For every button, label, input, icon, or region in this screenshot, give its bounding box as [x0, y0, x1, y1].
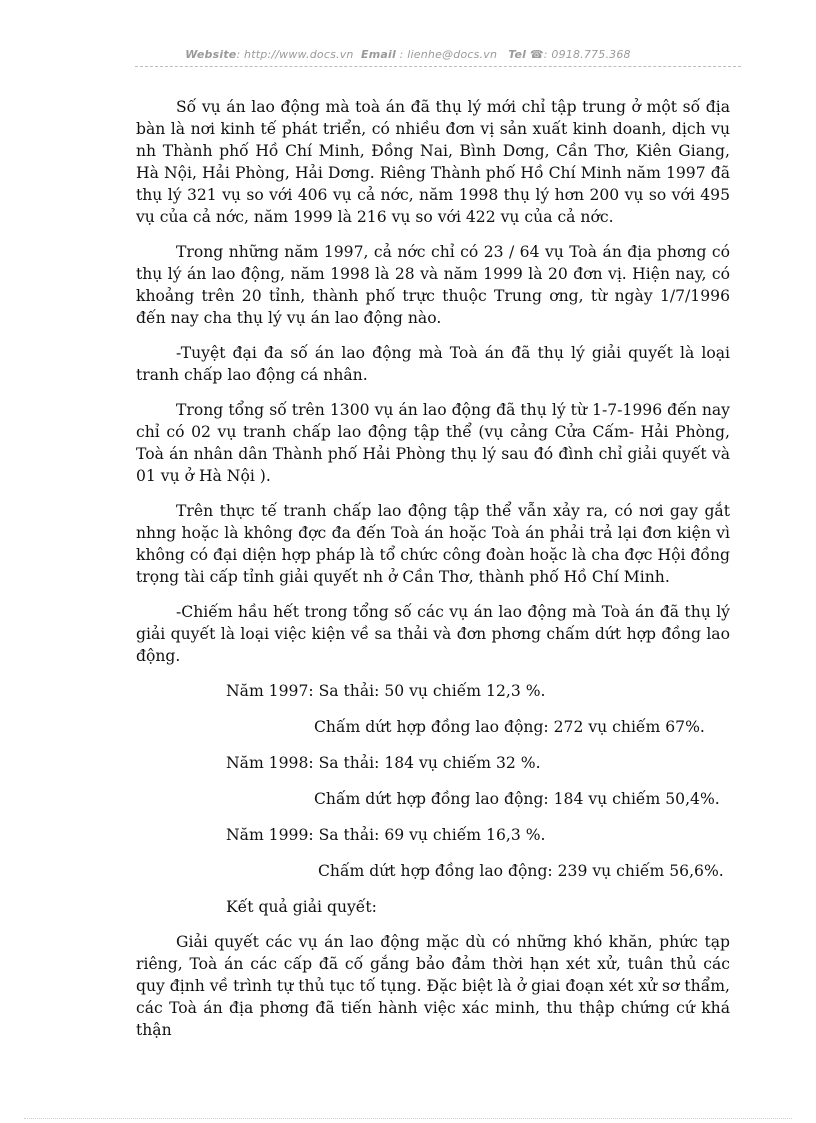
email-value: : lienhe@docs.vn — [395, 48, 498, 61]
document-body — [136, 96, 730, 1054]
stat-1999-cham-dut: Chấm dứt hợp đồng lao động: 239 vụ chiếm 56,6%. — [318, 862, 724, 880]
paragraph-4: Trong tổng số trên 1300 vụ án lao động đã thụ lý từ 1-7-1996 đến nay chỉ có 02 vụ tranh chấp lao động tập thể (vụ cảng Cửa Cấm- Hải Phòng, Toà án nhân dân Thành phố Hải Phòng thụ lý sau đó đình chỉ giải quyết và 01 vụ ở Hà Nội ). — [136, 401, 730, 485]
stat-1999-sa-thai: Năm 1999: Sa thải: 69 vụ chiếm 16,3 %. — [226, 826, 546, 844]
page-header — [0, 48, 816, 61]
footer-divider — [24, 1118, 792, 1119]
phone-icon: ☎ — [529, 48, 544, 61]
tel-label: Tel — [508, 48, 527, 61]
paragraph-3: -Tuyệt đại đa số án lao động mà Toà án đã thụ lý giải quyết là loại tranh chấp lao động cá nhân. — [136, 344, 730, 384]
website-value: : http://www.docs.vn — [236, 48, 354, 61]
ket-qua-heading: Kết quả giải quyết: — [226, 898, 377, 916]
stat-1998-sa-thai: Năm 1998: Sa thải: 184 vụ chiếm 32 %. — [226, 754, 541, 772]
tel-value: : 0918.775.368 — [543, 48, 631, 61]
header-divider — [135, 66, 741, 67]
paragraph-6: -Chiếm hầu hết trong tổng số các vụ án lao động mà Toà án đã thụ lý giải quyết là loại việc kiện về sa thải và đơn phơng chấm dứt hợp đồng lao động. — [136, 603, 730, 665]
paragraph-1: Số vụ án lao động mà toà án đã thụ lý mới chỉ tập trung ở một số địa bàn là nơi kinh tế phát triển, có nhiều đơn vị sản xuất kinh doanh, dịch vụ nh Thành phố Hồ Chí Minh, Đồng Nai, Bình Dơng, Cần Thơ, Kiên Giang, Hà Nội, Hải Phòng, Hải Dơng. Riêng Thành phố Hồ Chí Minh năm 1997 đã thụ lý 321 vụ so với 406 vụ cả nớc, năm 1998 thụ lý hơn 200 vụ so với 495 vụ của cả nớc, năm 1999 là 216 vụ so với 422 vụ của cả nớc. — [136, 98, 730, 226]
stat-1997-sa-thai: Năm 1997: Sa thải: 50 vụ chiếm 12,3 %. — [226, 682, 546, 700]
email-label: Email — [361, 48, 396, 61]
paragraph-5: Trên thực tế tranh chấp lao động tập thể vẫn xảy ra, có nơi gay gắt nhng hoặc là không đợc đa đến Toà án hoặc Toà án phải trả lại đơn kiện vì không có đại diện hợp pháp là tổ chức công đoàn hoặc là cha đợc Hội đồng trọng tài cấp tỉnh giải quyết nh ở Cần Thơ, thành phố Hồ Chí Minh. — [136, 502, 730, 586]
paragraph-2: Trong những năm 1997, cả nớc chỉ có 23 / 64 vụ Toà án địa phơng có thụ lý án lao động, năm 1998 là 28 và năm 1999 là 20 đơn vị. Hiện nay, có khoảng trên 20 tỉnh, thành phố trực thuộc Trung ơng, từ ngày 1/7/1996 đến nay cha thụ lý vụ án lao động nào. — [136, 243, 730, 327]
website-label: Website — [185, 48, 237, 61]
final-paragraph: Giải quyết các vụ án lao động mặc dù có những khó khăn, phức tạp riêng, Toà án các cấp đã cố gắng bảo đảm thời hạn xét xử, tuân thủ các quy định về trình tự thủ tục tố tụng. Đặc biệt là ở giai đoạn xét xử sơ thẩm, các Toà án địa phơng đã tiến hành việc xác minh, thu thập chứng cứ khá thận — [136, 933, 730, 1039]
stat-1997-cham-dut: Chấm dứt hợp đồng lao động: 272 vụ chiếm 67%. — [314, 718, 705, 736]
stat-1998-cham-dut: Chấm dứt hợp đồng lao động: 184 vụ chiếm 50,4%. — [314, 790, 720, 808]
